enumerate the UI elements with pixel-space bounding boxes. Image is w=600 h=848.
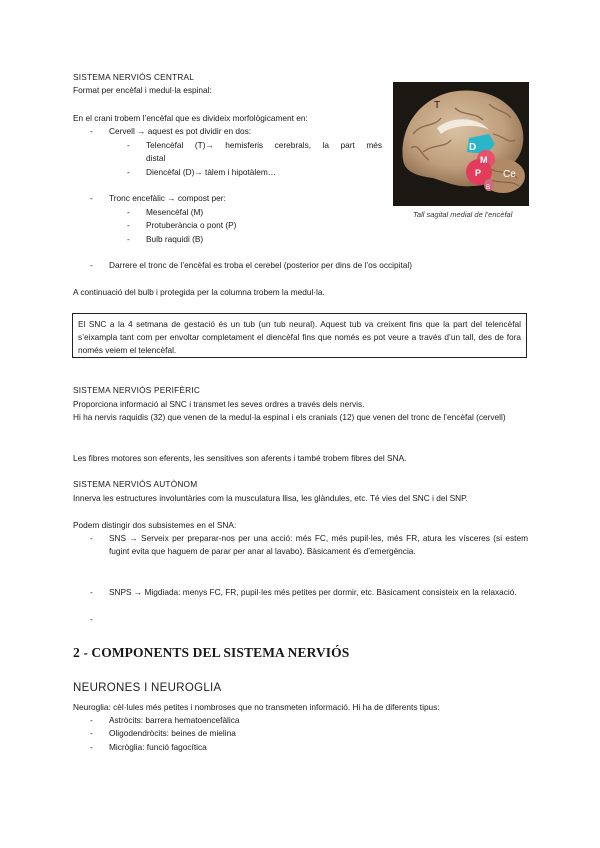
snc-telencefal-line1: Telencèfal (T)→ hemisferis cerebrals, la part més [146,140,382,150]
label-t: T [434,100,441,111]
neuroglia-item: Astròcits: barrera hematoencefàlica [109,715,240,725]
snc-bulb: Bulb raquidi (B) [146,234,204,244]
list-dash: - [90,728,93,738]
sna-line2: Podem distingir dos subsistemes en el SNA: [73,520,237,530]
snp-heading: SISTEMA NERVIÓS PERIFÈRIC [73,385,201,395]
label-ce: Ce [503,169,516,180]
neuroglia-item: Oligodendròcits: beines de mielina [109,728,236,738]
snc-tronc: Tronc encefàlic → compost per: [109,193,226,203]
sub-dash: - [127,140,130,150]
snc-medula: A continuació del bulb i protegida per la columna trobem la medul·la. [73,287,325,297]
snc-heading: SISTEMA NERVIÓS CENTRAL [73,72,195,82]
snc-info-box [72,313,527,358]
snp-line1: Proporciona informació al SNC i transmet les seves ordres a través dels nervis. [73,399,365,409]
list-dash: - [90,715,93,725]
sub-dash: - [127,167,130,177]
snc-crani-intro: En el crani trobem l’encèfal que es divideix morfològicament en: [73,113,308,123]
section-title: 2 - COMPONENTS DEL SISTEMA NERVIÓS [73,645,350,660]
list-dash: - [90,587,93,597]
sna-line1: Innerva les estructures involuntàries com la musculatura llisa, les glàndules, etc. Té vies del SNC i del SNP. [73,493,468,503]
label-m: M [480,155,488,165]
snc-diencefal: Diencèfal (D)→ tàlem i hipotàlem… [146,167,277,177]
neuroglia-item: Micròglia: funció fagocítica [109,742,207,752]
label-d: D [469,142,477,153]
list-dash: - [90,533,93,543]
snc-cerebel: Darrere el tronc de l’encèfal es troba el cerebel (posterior per dins de l’os occipital) [109,260,412,270]
snc-protuberancia: Protuberància o pont (P) [146,220,237,230]
list-dash: - [90,260,93,270]
list-dash-empty: - [90,614,93,624]
snc-cervell: Cervell → aquest es pot dividir en dos: [109,126,252,136]
snp-line2: Hi ha nervis raquidis (32) que venen de la medul·la espinal i els cranials (12) que venen del tronc de l’encèfal (cervell) [73,412,506,422]
label-b: B [486,185,491,191]
sub-dash: - [127,220,130,230]
figure-caption: Tall sagital medial de l’encèfal [413,210,513,219]
list-dash: - [90,742,93,752]
snp-fibres: Les fibres motores son eferents, les sensitives son aferents i també trobem fibres del SNA. [73,453,407,463]
brain-image [393,82,529,206]
snc-mesencefal: Mesencèfal (M) [146,207,204,217]
snc-intro: Format per encèfal i medul·la espinal: [73,85,212,95]
sub-dash: - [127,234,130,244]
sub-dash: - [127,207,130,217]
label-p: P [475,168,482,178]
sna-sns: SNS → Serveix per preparar-nos per una acció: més FC, més pupil·les, més FR, atura les vísceres (si estem fugint evita que haguem de parar per anar al lavabo). Bàsicament és d’emergència. [109,533,528,557]
list-dash: - [90,126,93,136]
list-dash: - [90,193,93,203]
snc-telencefal-line2: distal [146,153,166,163]
snc-box-text: El SNC a la 4 setmana de gestació és un tub (un tub neural). Aquest tub va creixent fins que la part del telencèfal s’eixampla tant com per envoltar completament el diencèfal fins que només es pot veure a través d’un tall, des de fora només veiem el telencèfal. [78,319,521,356]
sna-heading: SISTEMA NERVIÓS AUTÒNOM [73,479,198,489]
section-subtitle: NEURONES I NEUROGLIA [73,682,222,694]
brain-sagittal-figure [393,82,529,206]
neuroglia-intro: Neuroglia: cèl·lules més petites i nombroses que no transmeten informació. Hi ha de diferents tipus: [73,702,440,712]
sna-snps: SNPS → Migdiada: menys FC, FR, pupil·les més petites per dormir, etc. Bàsicament consisteix en la relaxació. [109,587,517,597]
